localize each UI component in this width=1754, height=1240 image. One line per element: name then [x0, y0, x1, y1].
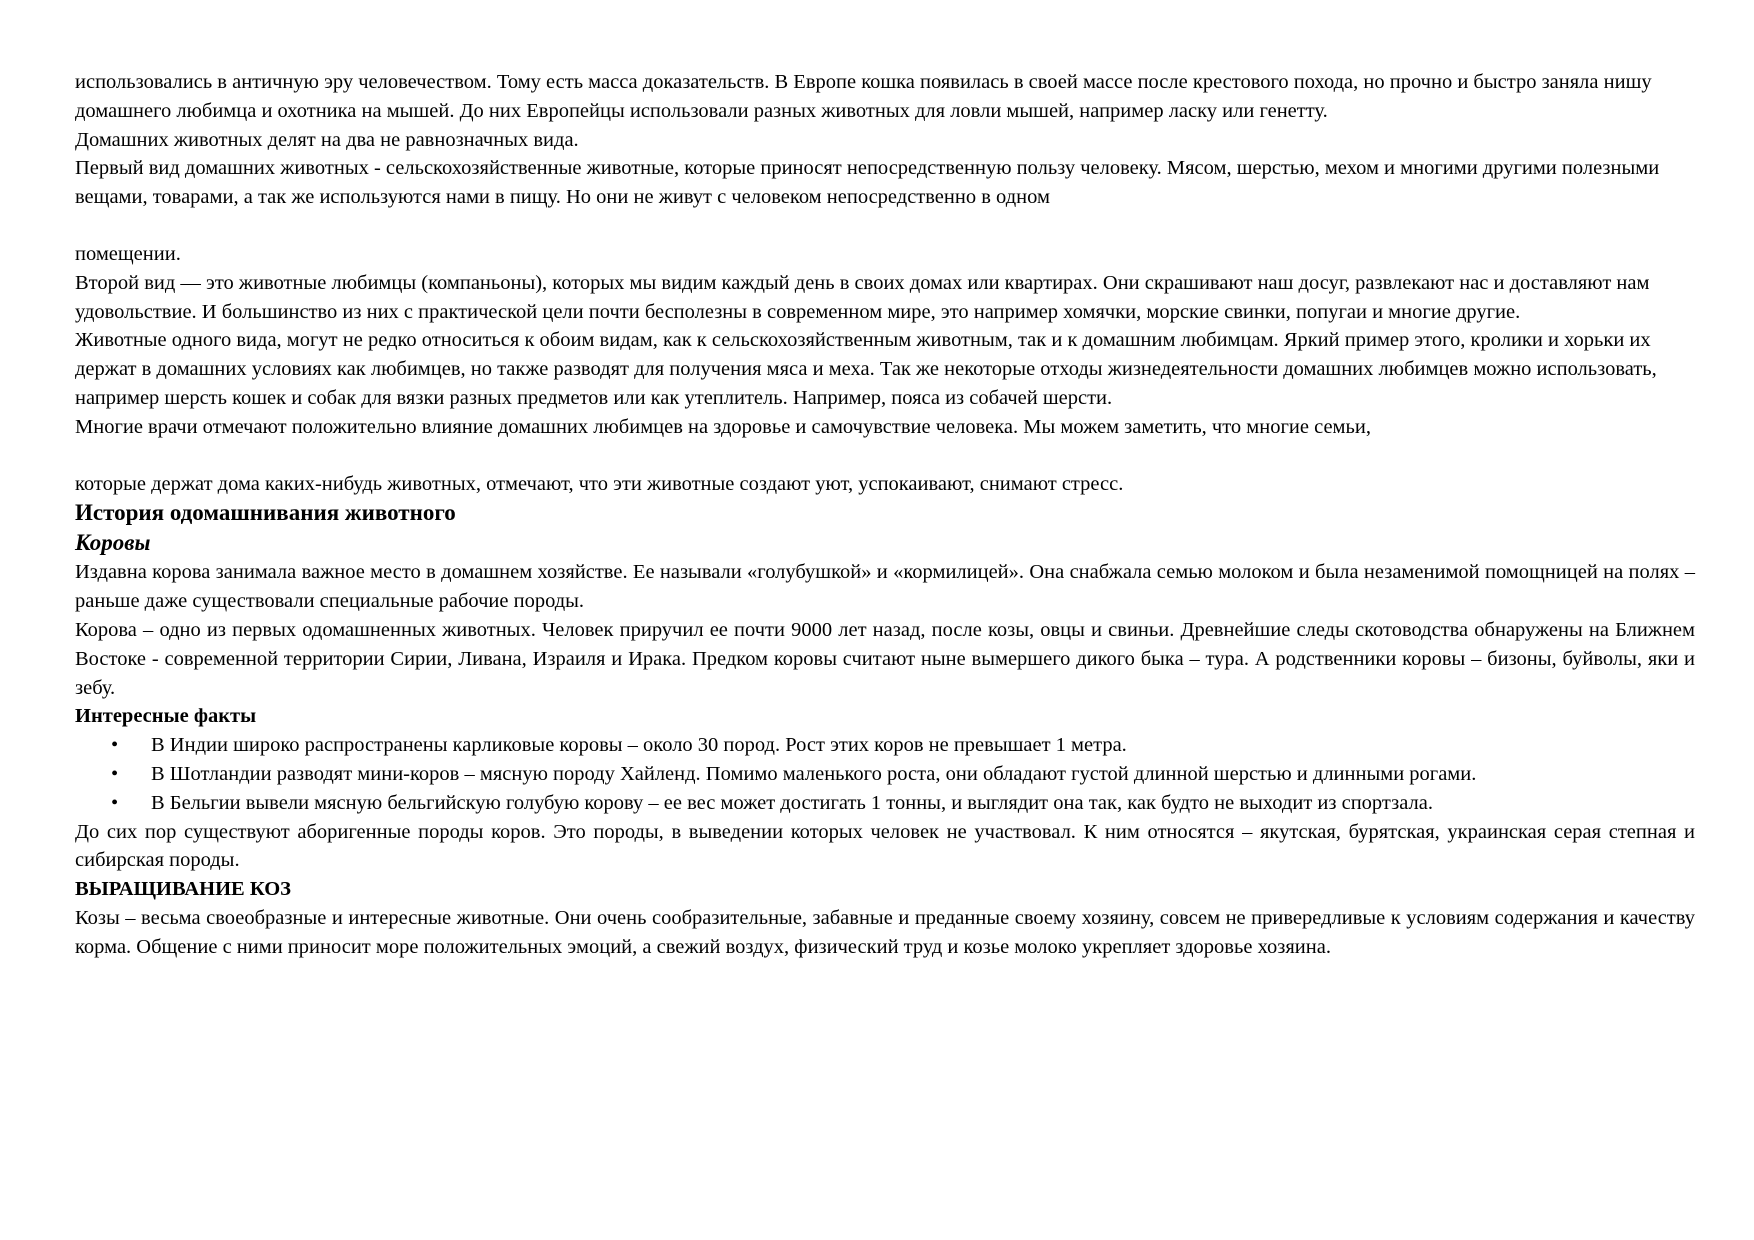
list-item: [75, 731, 1695, 760]
bullet-icon: •: [111, 791, 119, 814]
page-break-gap: [75, 442, 1695, 470]
paragraph-doctors: Многие врачи отмечают положительно влияние домашних любимцев на здоровье и самочувствие человека. Мы можем заметить, что многие семьи,: [75, 415, 1371, 438]
paragraph-cow-importance: Издавна корова занимала важное место в домашнем хозяйстве. Ее называли «голубушкой» и «кормилицей». Она снабжала семью молоком и была незаменимой помощницей на полях – раньше даже существовали специальные рабочие породы.: [75, 561, 1695, 613]
paragraph-cow-origin: Корова – одно из первых одомашненных животных. Человек приручил ее почти 9000 лет назад, после козы, овцы и свиньи. Древнейшие следы скотоводства обнаружены на Ближнем Востоке - современной территории Сирии, Ливана, Израиля и Ирака. Предком коровы считают ныне вымершего дикого быка – тура. А родственники коровы – бизоны, буйволы, яки и зебу.: [75, 618, 1695, 699]
page-break-gap: [75, 212, 1695, 240]
paragraph-aboriginal-breeds: До сих пор существуют аборигенные породы коров. Это породы, в выведении которых человек не участвовал. К ним относятся – якутская, бурятская, украинская серая степная и сибирская породы.: [75, 820, 1695, 872]
fact-text: В Индии широко распространены карликовые коровы – около 30 пород. Рост этих коров не превышает 1 метра.: [151, 734, 1127, 757]
fact-text: В Шотландии разводят мини-коров – мясную породу Хайленд. Помимо маленького роста, они обладают густой длинной шерстью и длинными рогами.: [151, 762, 1477, 785]
paragraph-cats-history: использовались в античную эру человечеством. Тому есть масса доказательств. В Европе кошка появилась в своей массе после крестового похода, но прочно и быстро заняла нишу домашнего любимца и охотника на мышей. До них Европейцы использовали разных животных для ловли мышей, например ласку или генетту.: [75, 71, 1652, 122]
heading-goat-raising: ВЫРАЩИВАНИЕ КОЗ: [75, 878, 291, 901]
paragraph-both-types: Животные одного вида, могут не редко относиться к обоим видам, как к сельскохозяйственным животным, так и к домашним любимцам. Яркий пример этого, кролики и хорьки их держат в домашних условиях как любимцев, но также разводят для получения мяса и меха. Так же некоторые отходы жизнедеятельности домашних любимцев можно использовать, например шерсть кошек и собак для вязки разных предметов или как утеплитель. Например, пояса из собачей шерсти.: [75, 329, 1657, 409]
bullet-icon: •: [111, 762, 119, 785]
bullet-icon: •: [111, 734, 119, 757]
paragraph-two-types: Домашних животных делят на два не равнозначных вида.: [75, 128, 579, 151]
paragraph-premises: помещении.: [75, 242, 181, 265]
heading-interesting-facts: Интересные факты: [75, 705, 257, 728]
subheading-cows: Коровы: [75, 530, 151, 556]
fact-text: В Бельгии вывели мясную бельгийскую голубую корову – ее вес может достигать 1 тонны, и выглядит она так, как будто не выходит из спортзала.: [151, 791, 1433, 814]
document-page: [75, 68, 1695, 962]
paragraph-farm-animals: Первый вид домашних животных - сельскохозяйственные животные, которые приносят непосредственную пользу человеку. Мясом, шерстью, мехом и многими другими полезными вещами, товарами, а так же используются нами в пищу. Но они не живут с человеком непосредственно в одном: [75, 157, 1660, 209]
paragraph-goats: Козы – весьма своеобразные и интересные животные. Они очень сообразительные, забавные и преданные своему хозяину, совсем не привередливые к условиям содержания и качеству корма. Общение с ними приносит море положительных эмоций, а свежий воздух, физический труд и козье молоко укрепляет здоровье хозяина.: [75, 906, 1695, 958]
facts-list: [75, 731, 1695, 817]
paragraph-comfort: которые держат дома каких-нибудь животных, отмечают, что эти животные создают уют, успокаивают, снимают стресс.: [75, 472, 1124, 495]
list-item: [75, 760, 1695, 789]
list-item: [75, 789, 1695, 818]
paragraph-companion-animals: Второй вид — это животные любимцы (компаньоны), которых мы видим каждый день в своих домах или квартирах. Они скрашивают наш досуг, развлекают нас и доставляют нам удовольствие. И большинство из них с практической цели почти бесполезны в современном мире, это например хомячки, морские свинки, попугаи и многие другие.: [75, 271, 1650, 323]
heading-domestication-history: История одомашнивания животного: [75, 500, 456, 526]
